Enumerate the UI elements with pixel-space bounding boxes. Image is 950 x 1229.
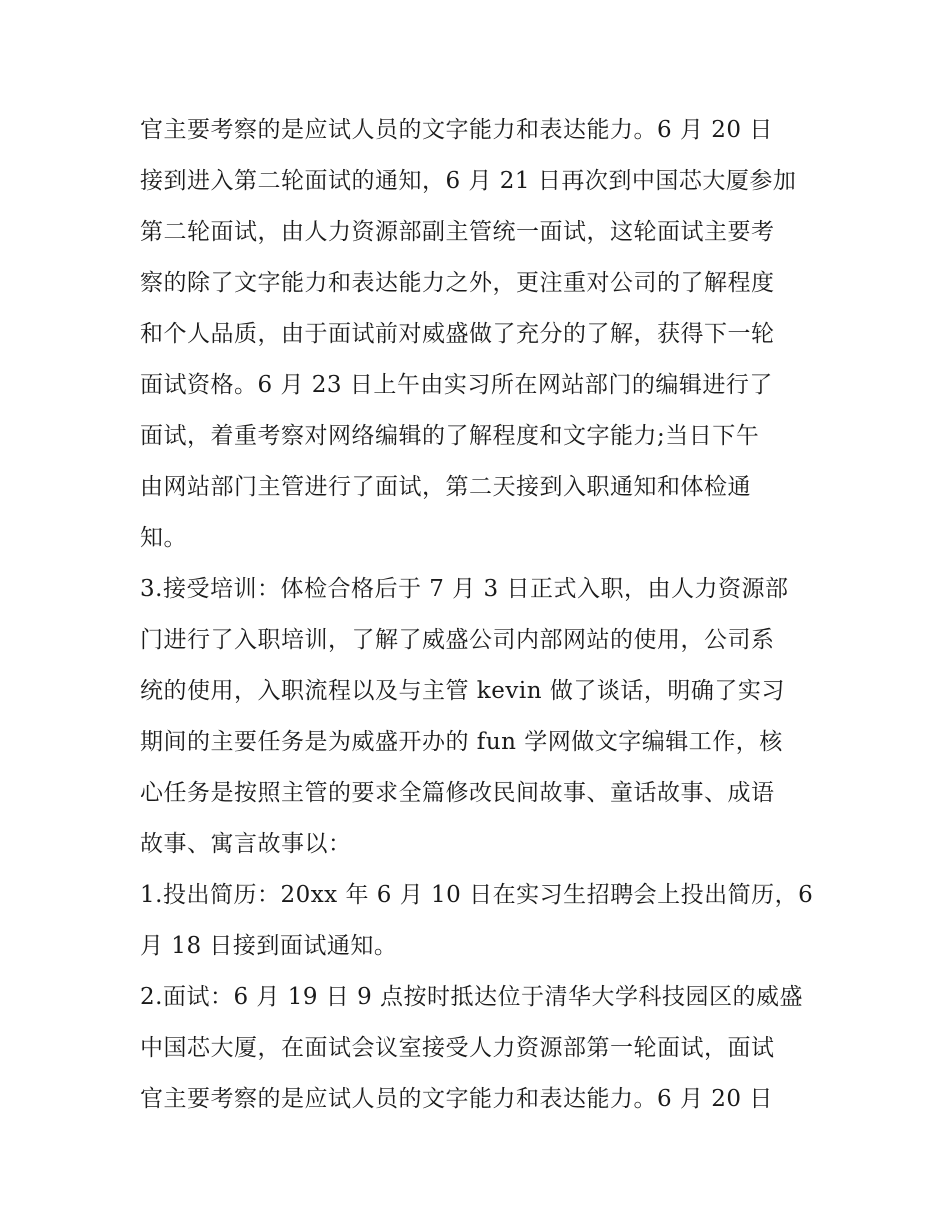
text-line: 由网站部门主管进行了面试，第二天接到入职通知和体检通 xyxy=(140,474,751,500)
text-line: 期间的主要任务是为威盛开办的 fun 学网做文字编辑工作，核 xyxy=(140,729,783,755)
text-line: 3.接受培训：体检合格后于 7 月 3 日正式入职，由人力资源部 xyxy=(140,576,789,602)
text-line: 故事、寓言故事以： xyxy=(140,831,352,857)
text-line: 门进行了入职培训，了解了威盛公司内部网站的使用，公司系 xyxy=(140,627,775,653)
text-line: 官主要考察的是应试人员的文字能力和表达能力。6 月 20 日 xyxy=(140,1086,773,1112)
text-line: 知。 xyxy=(140,525,187,551)
text-line: 统的使用，入职流程以及与主管 kevin 做了谈话，明确了实习 xyxy=(140,678,785,704)
text-line: 面试资格。6 月 23 日上午由实习所在网站部门的编辑进行了 xyxy=(140,372,773,398)
text-line: 接到进入第二轮面试的通知，6 月 21 日再次到中国芯大厦参加 xyxy=(140,168,797,194)
text-line: 和个人品质，由于面试前对威盛做了充分的了解，获得下一轮 xyxy=(140,321,775,347)
text-line: 1.投出简历：20xx 年 6 月 10 日在实习生招聘会上投出简历，6 xyxy=(140,882,814,908)
text-line: 察的除了文字能力和表达能力之外，更注重对公司的了解程度 xyxy=(140,270,775,296)
text-line: 中国芯大厦，在面试会议室接受人力资源部第一轮面试，面试 xyxy=(140,1035,775,1061)
document-body xyxy=(140,108,820,1128)
text-line: 心任务是按照主管的要求全篇修改民间故事、童话故事、成语 xyxy=(140,780,775,806)
text-line: 月 18 日接到面试通知。 xyxy=(140,933,398,959)
text-line: 面试，着重考察对网络编辑的了解程度和文字能力;当日下午 xyxy=(140,423,760,449)
text-line: 第二轮面试，由人力资源部副主管统一面试，这轮面试主要考 xyxy=(140,219,775,245)
text-line: 2.面试：6 月 19 日 9 点按时抵达位于清华大学科技园区的威盛 xyxy=(140,984,804,1010)
text-line: 官主要考察的是应试人员的文字能力和表达能力。6 月 20 日 xyxy=(140,117,773,143)
